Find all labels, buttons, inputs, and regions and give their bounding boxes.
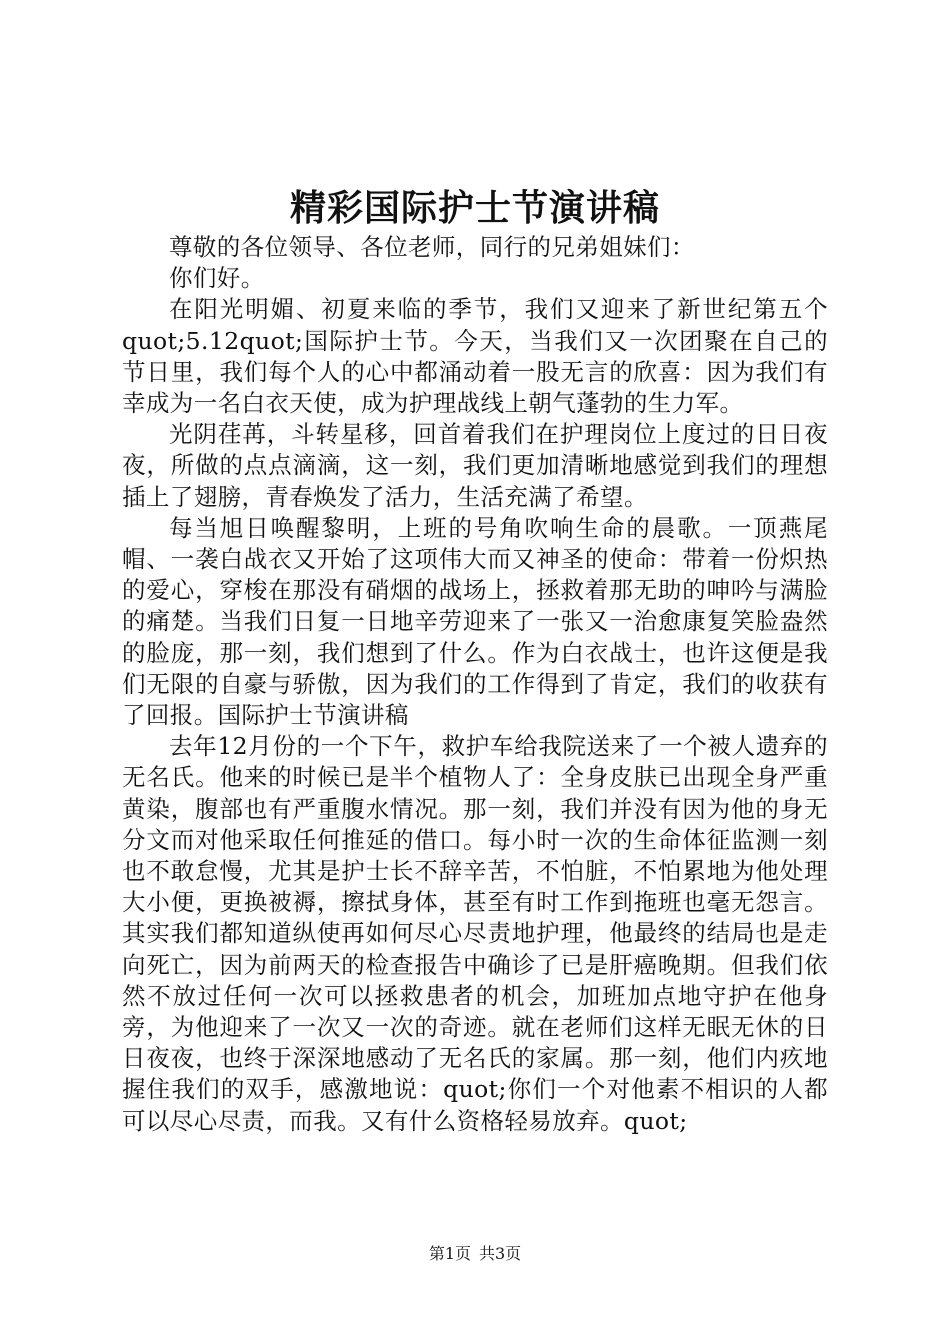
document-body xyxy=(122,232,828,1137)
paragraph-salutation: 尊敬的各位领导、各位老师，同行的兄弟姐妹们： xyxy=(169,233,695,261)
page-number: 第1页 xyxy=(428,1244,471,1263)
paragraph: 光阴荏苒，斗转星移，回首着我们在护理岗位上度过的日日夜夜，所做的点点滴滴，这一刻，我们更加清晰地感觉到我们的理想插上了翅膀，青春焕发了活力，生活充满了希望。 xyxy=(122,420,828,511)
document-title: 精彩国际护士节演讲稿 xyxy=(289,187,660,229)
page-total: 共3页 xyxy=(479,1244,522,1263)
page-footer xyxy=(0,1242,950,1266)
paragraph: 去年12月份的一个下午，救护车给我院送来了一个被人遗弃的无名氏。他来的时候已是半个植物人了：全身皮肤已出现全身严重黄染，腹部也有严重腹水情况。那一刻，我们并没有因为他的身无分文而对他采取任何推延的借口。每小时一次的生命体征监测一刻也不敢怠慢，尤其是护士长不辞辛苦，不怕脏，不怕累地为他处理大小便，更换被褥，擦拭身体，甚至有时工作到拖班也毫无怨言。其实我们都知道纵使再如何尽心尽责地护理，他最终的结局也是走向死亡，因为前两天的检查报告中确诊了已是肝癌晚期。但我们依然不放过任何一次可以拯救患者的机会，加班加点地守护在他身旁，为他迎来了一次又一次的奇迹。就在老师们这样无眠无休的日日夜夜，也终于深深地感动了无名氏的家属。那一刻，他们内疚地握住我们的双手，感激地说：quot;你们一个对他素不相识的人都可以尽心尽责，而我。又有什么资格轻易放弃。quot; xyxy=(122,732,828,1135)
paragraph: 在阳光明媚、初夏来临的季节，我们又迎来了新世纪第五个quot;5.12quot;国际护士节。今天，当我们又一次团聚在自己的节日里，我们每个人的心中都涌动着一股无言的欣喜：因为我们有幸成为一名白衣天使，成为护理战线上朝气蓬勃的生力军。 xyxy=(122,295,828,418)
paragraph: 每当旭日唤醒黎明，上班的号角吹响生命的晨歌。一顶燕尾帽、一袭白战衣又开始了这项伟大而又神圣的使命：带着一份炽热的爱心，穿梭在那没有硝烟的战场上，拯救着那无助的呻吟与满脸的痛楚。当我们日复一日地辛劳迎来了一张又一治愈康复笑脸盎然的脸庞，那一刻，我们想到了什么。作为白衣战士，也许这便是我们无限的自豪与骄傲，因为我们的工作得到了肯定，我们的收获有了回报。国际护士节演讲稿 xyxy=(122,513,828,730)
paragraph-greeting: 你们好。 xyxy=(169,264,265,293)
